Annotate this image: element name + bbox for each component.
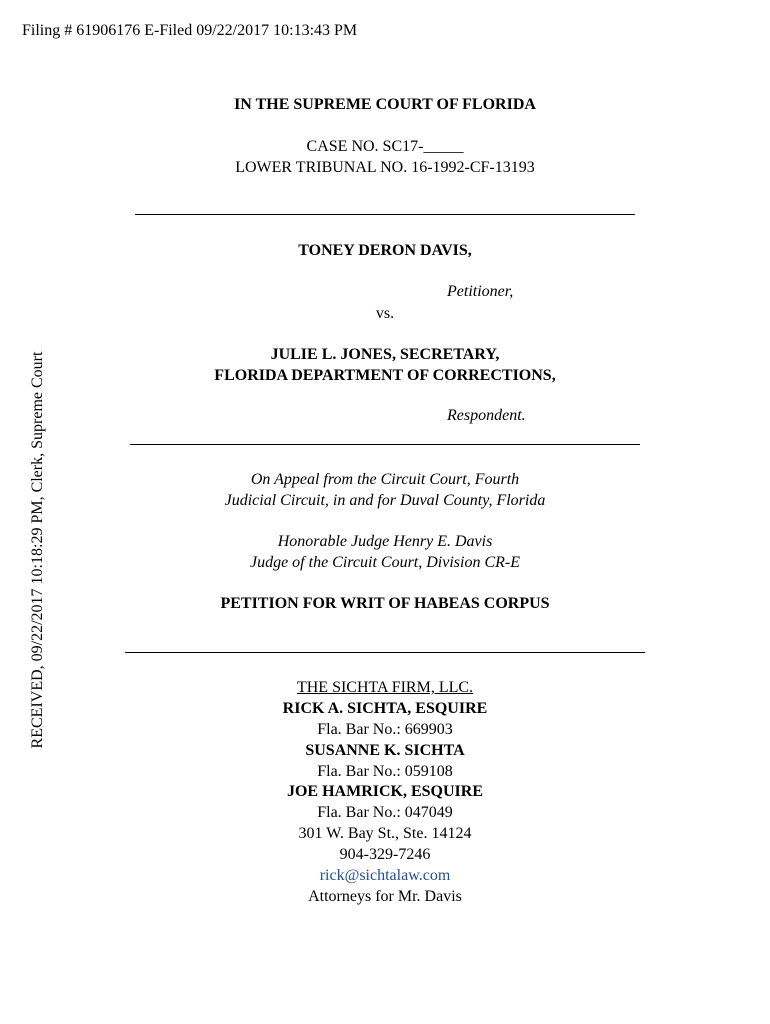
respondent-line-2: FLORIDA DEPARTMENT OF CORRECTIONS, <box>214 367 556 384</box>
attorney-1-bar: Fla. Bar No.: 669903 <box>317 721 453 738</box>
versus: vs. <box>375 305 395 322</box>
firm-name: THE SICHTA FIRM, LLC. <box>296 679 474 696</box>
attorney-2-bar: Fla. Bar No.: 059108 <box>317 763 453 780</box>
firm-phone: 904-329-7246 <box>339 846 431 863</box>
respondent-line-1: JULIE L. JONES, SECRETARY, <box>270 346 500 363</box>
judge-line-1: Honorable Judge Henry E. Davis <box>277 533 493 550</box>
divider-1 <box>135 214 635 215</box>
divider-3 <box>125 652 645 653</box>
court-heading: IN THE SUPREME COURT OF FLORIDA <box>234 96 536 113</box>
received-stamp: RECEIVED, 09/22/2017 10:18:29 PM, Clerk, Supreme Court <box>29 351 46 749</box>
case-number: CASE NO. SC17-_____ <box>306 138 464 155</box>
divider-2 <box>130 444 640 445</box>
attorney-2-name: SUSANNE K. SICHTA <box>305 742 465 759</box>
lower-tribunal-number: LOWER TRIBUNAL NO. 16-1992-CF-13193 <box>235 159 535 176</box>
document-title: PETITION FOR WRIT OF HABEAS CORPUS <box>220 595 550 612</box>
attorneys-for: Attorneys for Mr. Davis <box>308 888 462 905</box>
appeal-line-1: On Appeal from the Circuit Court, Fourth <box>250 471 520 488</box>
respondent-role: Respondent. <box>447 407 526 424</box>
filing-stamp: Filing # 61906176 E-Filed 09/22/2017 10:13:43 PM <box>22 22 358 39</box>
attorney-3-bar: Fla. Bar No.: 047049 <box>317 804 453 821</box>
judge-line-2: Judge of the Circuit Court, Division CR-E <box>249 554 521 571</box>
firm-address: 301 W. Bay St., Ste. 14124 <box>298 825 472 842</box>
email-line <box>0 865 770 886</box>
petitioner-role: Petitioner, <box>447 283 514 300</box>
attorney-1-name: RICK A. SICHTA, ESQUIRE <box>282 700 488 717</box>
email-link[interactable]: rick@sichtalaw.com <box>319 867 451 884</box>
appeal-line-2: Judicial Circuit, in and for Duval County, Florida <box>224 492 546 509</box>
petitioner-name: TONEY DERON DAVIS, <box>298 242 472 259</box>
attorney-3-name: JOE HAMRICK, ESQUIRE <box>286 783 484 800</box>
